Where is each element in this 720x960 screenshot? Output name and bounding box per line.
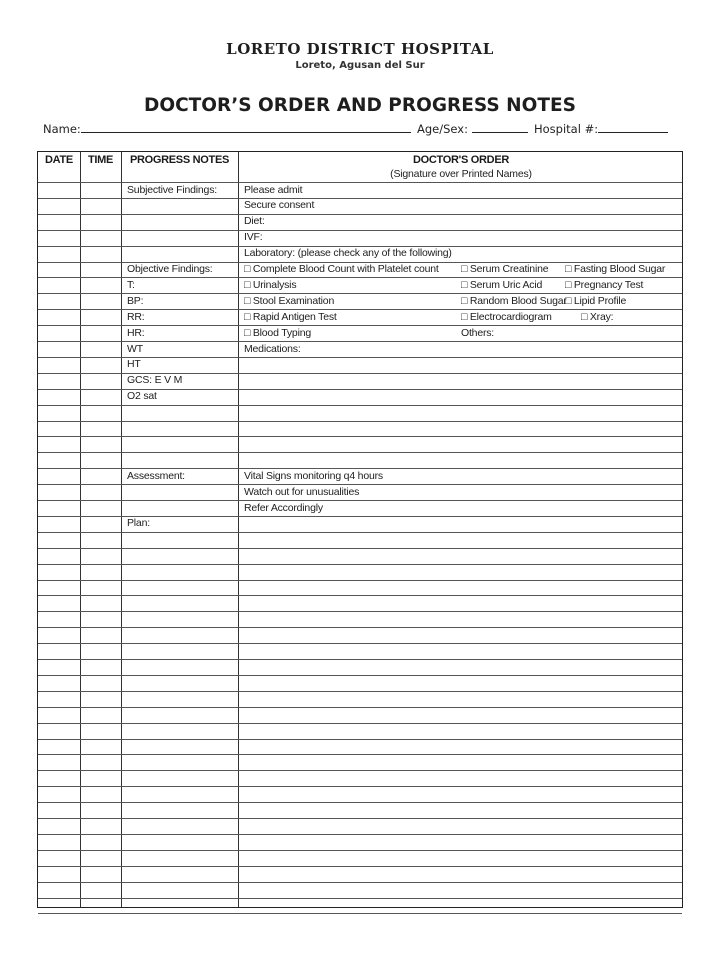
lab-check-item: □ Stool Examination [244,294,335,307]
row-rule [38,913,682,914]
row-rule [38,230,682,231]
row-rule [38,754,682,755]
row-rule [38,850,682,851]
header-doctors-order: DOCTOR'S ORDER [413,154,509,166]
lab-check-item: Others: [461,326,495,339]
order-line: Medications: [244,342,301,355]
hospital-name: LORETO DISTRICT HOSPITAL [226,40,494,58]
row-rule [38,707,682,708]
column-divider [121,152,122,907]
age-sex-blank[interactable] [472,121,528,133]
document-title: DOCTOR’S ORDER AND PROGRESS NOTES [144,95,576,116]
progress-note: Objective Findings: [127,263,213,275]
progress-note: WT [127,342,143,355]
row-rule [38,739,682,740]
progress-note: Subjective Findings: [127,183,217,196]
order-line: Laboratory: (please check any of the following) [244,247,452,260]
column-divider [80,152,81,907]
column-divider [238,152,239,907]
row-rule [38,834,682,835]
order-line: Vital Signs monitoring q4 hours [244,469,383,482]
lab-check-item: □ Blood Typing [244,326,311,339]
progress-note: O2 sat [127,390,157,403]
name-blank[interactable] [81,121,411,133]
row-rule [38,611,682,612]
lab-check-item: □ Pregnancy Test [565,278,644,291]
hospital-address: Loreto, Agusan del Sur [295,60,425,71]
row-rule [38,723,682,724]
progress-note: HR: [127,326,145,339]
row-rule [38,405,682,406]
progress-note: Assessment: [127,469,185,482]
lab-check-item: □ Fasting Blood Sugar [565,263,666,275]
hospital-number-label: Hospital #: [534,122,599,136]
progress-note: BP: [127,294,144,307]
order-line: Diet: [244,215,265,228]
row-rule [38,802,682,803]
row-rule [38,198,682,199]
header-progress-notes: PROGRESS NOTES [129,154,230,166]
hospital-number-field[interactable] [534,121,668,136]
order-line: Watch out for unusualities [244,485,360,498]
row-rule [38,898,682,899]
order-line: Secure consent [244,199,315,212]
row-rule [38,659,682,660]
lab-check-item: □ Serum Uric Acid [461,278,543,291]
row-rule [38,564,682,565]
row-rule [38,500,682,501]
row-rule [38,214,682,215]
lab-check-item: □ Electrocardiogram [461,310,552,323]
order-line: Refer Accordingly [244,501,323,514]
hospital-number-blank[interactable] [598,121,668,133]
lab-check-item: □ Complete Blood Count with Platelet count [244,263,439,275]
lab-check-item: □ Lipid Profile [565,294,627,307]
name-field[interactable] [43,121,411,136]
name-label: Name: [43,122,81,136]
row-rule [38,532,682,533]
lab-check-item: □ Xray: [581,310,614,323]
row-rule [38,770,682,771]
progress-note: T: [127,278,135,291]
age-sex-field[interactable] [417,121,528,136]
progress-note: RR: [127,310,145,323]
header-doctors-order-subtitle: (Signature over Printed Names) [390,168,532,180]
lab-check-item: □ Random Blood Sugar [461,294,567,307]
lab-check-item: □ Serum Creatinine [461,263,549,275]
row-rule [38,595,682,596]
order-line: Please admit [244,183,303,196]
row-rule [38,627,682,628]
row-rule [38,786,682,787]
row-rule [38,436,682,437]
row-rule [38,691,682,692]
orders-table [37,151,683,908]
order-line: IVF: [244,231,263,244]
row-rule [38,643,682,644]
row-rule [38,484,682,485]
row-rule [38,452,682,453]
row-rule [38,580,682,581]
age-sex-label: Age/Sex: [417,122,468,136]
row-rule [38,818,682,819]
header-date: DATE [45,154,73,166]
row-rule [38,866,682,867]
header-time: TIME [87,154,114,166]
progress-note: HT [127,358,141,371]
progress-note: GCS: E V M [127,374,183,387]
row-rule [38,675,682,676]
row-rule [38,882,682,883]
lab-check-item: □ Rapid Antigen Test [244,310,337,323]
row-rule [38,421,682,422]
row-rule [38,548,682,549]
lab-check-item: □ Urinalysis [244,278,297,291]
progress-note: Plan: [127,517,150,530]
